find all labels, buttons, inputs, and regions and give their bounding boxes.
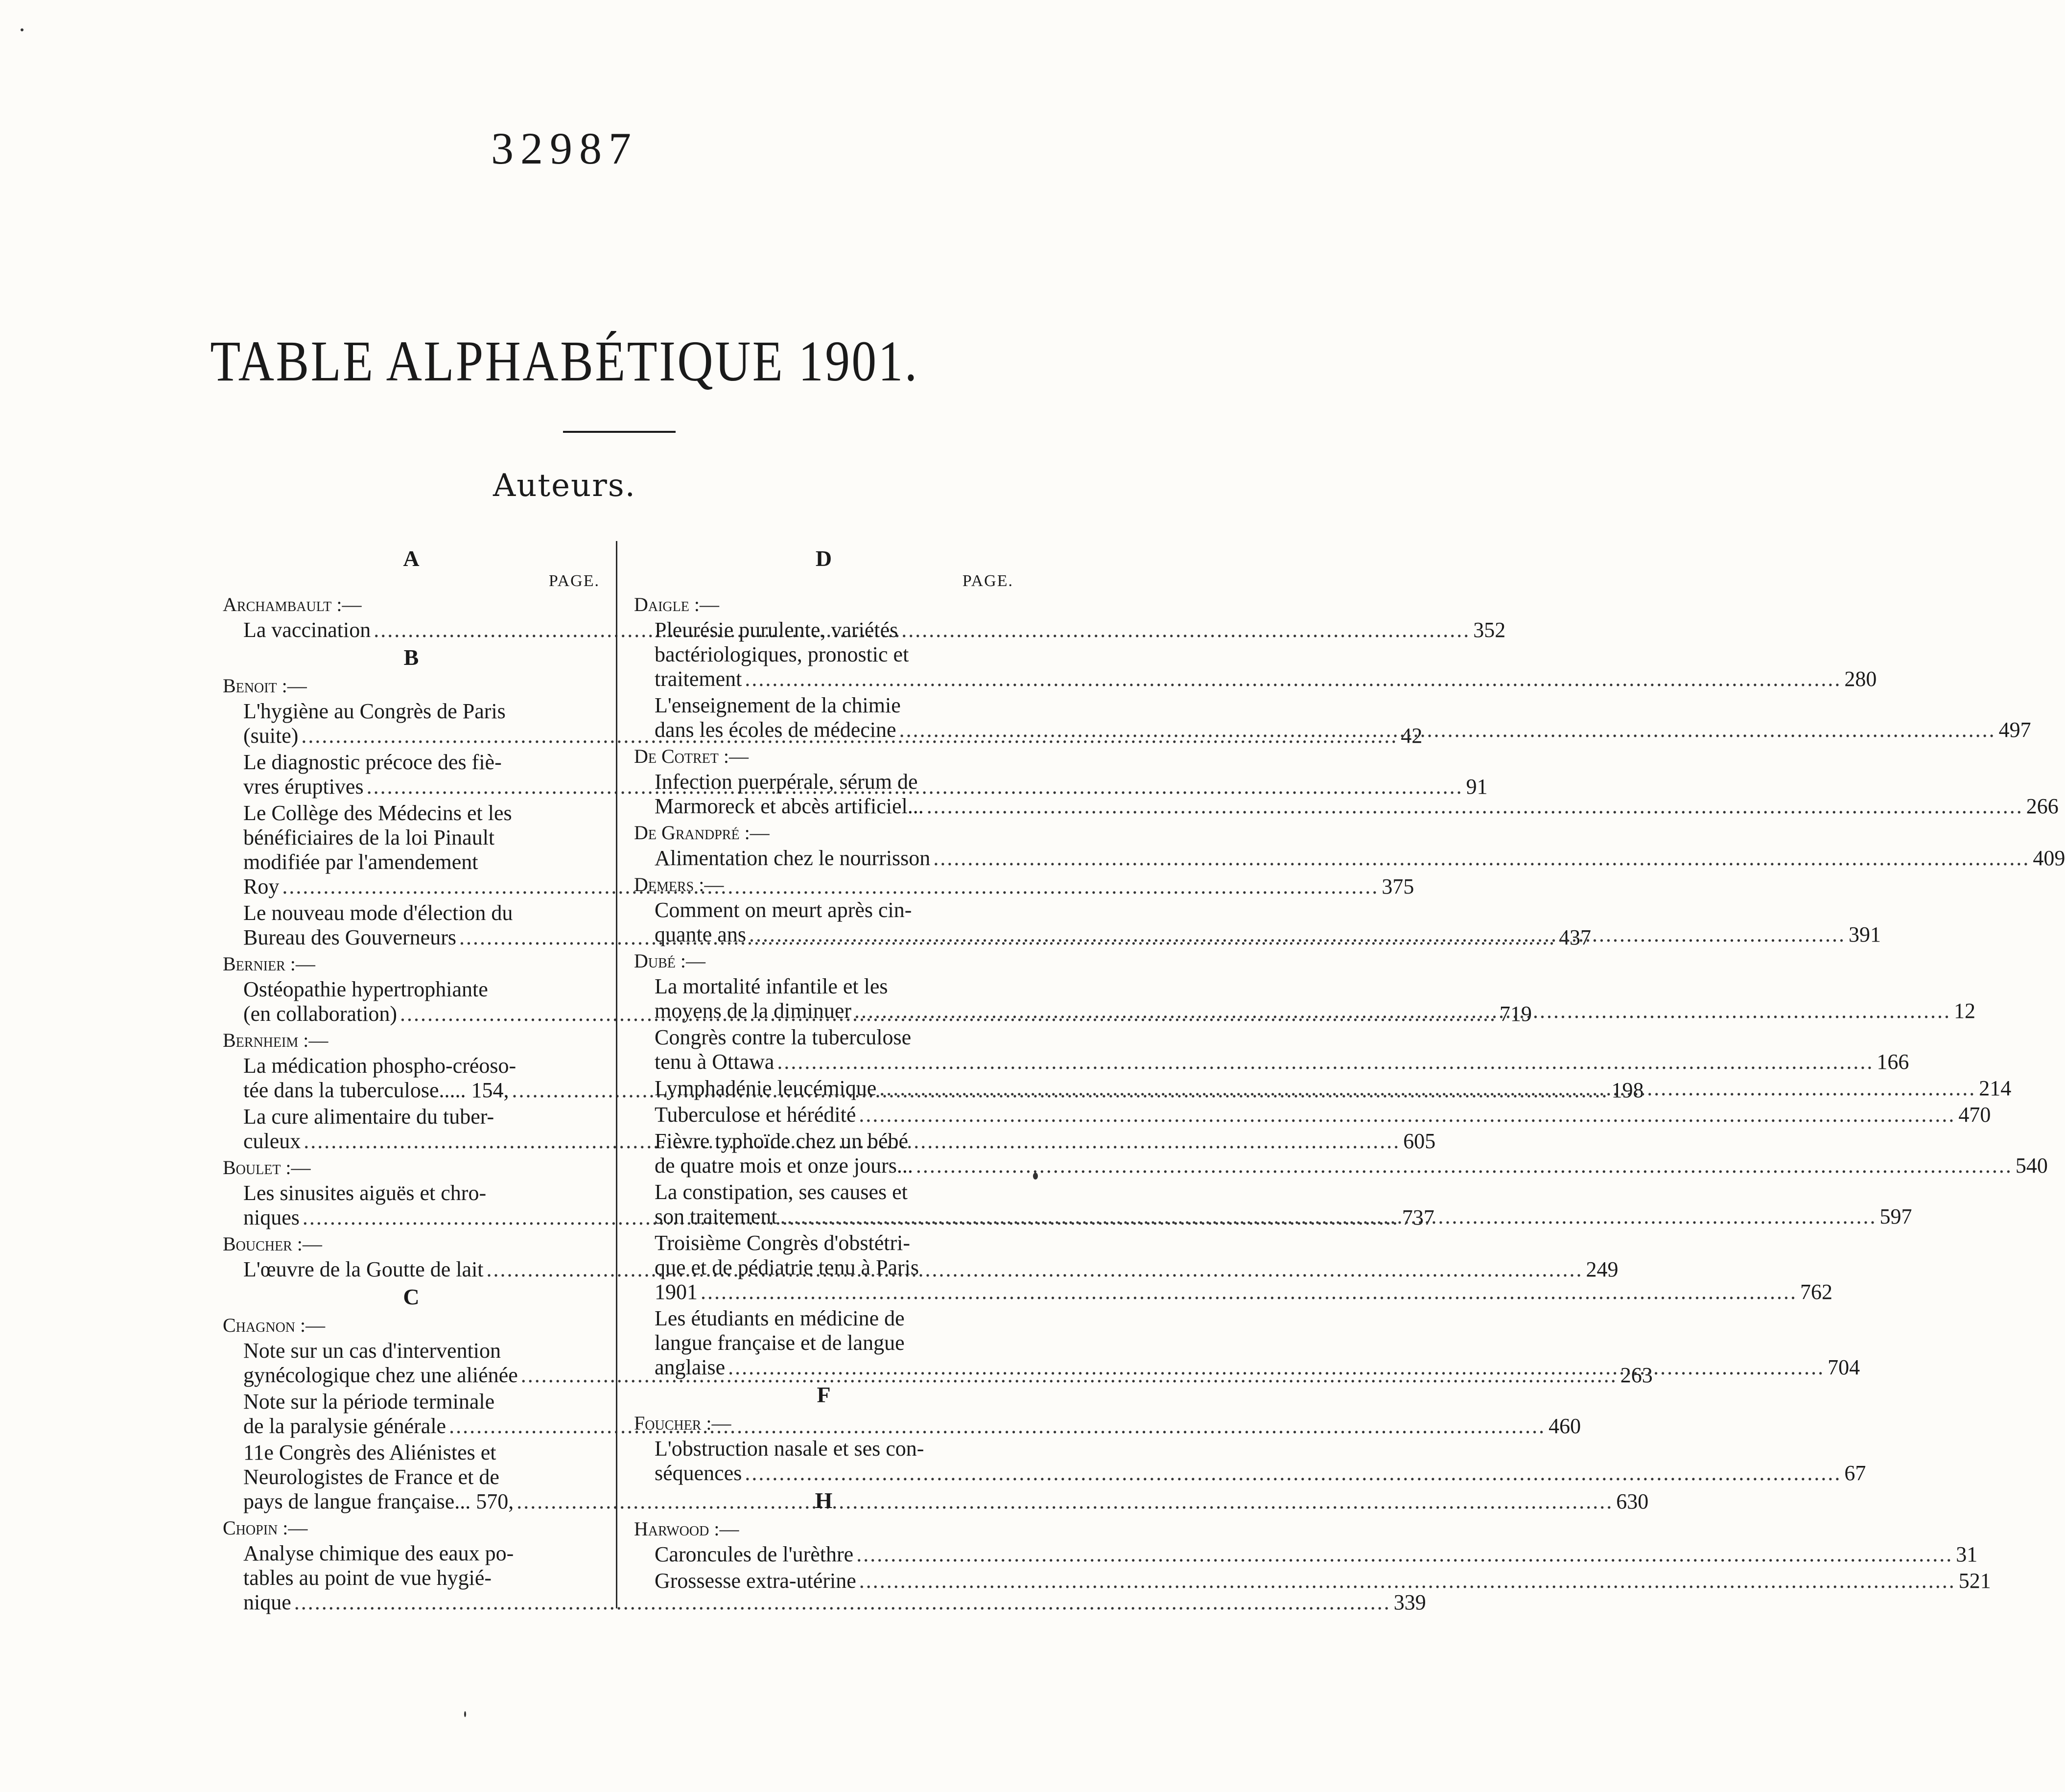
entry-title-line: Pleurésie purulente, variétés	[655, 618, 898, 642]
title-rule	[563, 431, 676, 433]
entry-title-line: L'enseignement de la chimie	[655, 693, 901, 717]
index-letter: F	[817, 1382, 831, 1407]
author-name: Boulet :—	[223, 1156, 311, 1179]
entry-title-line: tables au point de vue hygié-	[243, 1566, 492, 1590]
entry-title-line: Infection puerpérale, sérum de	[655, 770, 918, 794]
entry-title-line: tenu à Ottawa	[655, 1050, 774, 1074]
entry-title-line: Analyse chimique des eaux po-	[243, 1541, 514, 1565]
author-name: Benoit :—	[223, 675, 307, 697]
entry-title-line: son traitement	[655, 1204, 777, 1228]
entry-title-line: La constipation, ses causes et	[655, 1180, 908, 1204]
index-entry	[634, 1569, 1991, 1593]
dot-leader	[899, 718, 1996, 742]
dot-leader	[780, 1204, 1877, 1229]
page-number: 737	[1402, 1205, 1434, 1229]
entry-title-line: Note sur un cas d'intervention	[243, 1339, 501, 1363]
entry-title-line: (en collaboration)	[243, 1002, 397, 1026]
entry-title-line: modifiée par l'amendement	[243, 850, 478, 874]
dot-leader	[701, 1280, 1797, 1304]
author-name: Dubé :—	[634, 950, 705, 972]
entry-last-line	[655, 1542, 1978, 1567]
page-number: 166	[1877, 1050, 1909, 1074]
entry-title-line: Caroncules de l'urèthre	[655, 1542, 854, 1566]
dot-leader	[879, 1076, 1976, 1101]
entry-title-line: 11e Congrès des Aliénistes et	[243, 1440, 496, 1464]
page-number: 352	[1473, 618, 1506, 642]
entry-title-line: anglaise	[655, 1355, 726, 1379]
author-name: De Grandpré :—	[634, 822, 770, 844]
entry-title-line: Le Collège des Médecins et les	[243, 801, 512, 825]
column-divider	[616, 541, 617, 1608]
page-number: 67	[1844, 1461, 1866, 1485]
author-name: Archambault :—	[223, 593, 362, 615]
entry-title-line: vres éruptives	[243, 775, 364, 799]
ink-speck	[1033, 1173, 1038, 1179]
entry-title-line: L'hygiène au Congrès de Paris	[243, 699, 506, 723]
catalog-number: 32987	[491, 123, 638, 173]
entry-title-line: bactériologiques, pronostic et	[655, 642, 909, 666]
entry-title-line: Ostéopathie hypertrophiante	[243, 977, 488, 1001]
entry-last-line	[655, 667, 1877, 691]
entry-title-line: Le diagnostic précoce des fiè-	[243, 750, 502, 774]
entry-title-line: tée dans la tuberculose..... 154,	[243, 1078, 509, 1102]
entry-title-line: 1901	[655, 1280, 698, 1304]
entry-last-line	[243, 1489, 1649, 1514]
entry-title-line: Les sinusites aiguës et chro-	[243, 1181, 487, 1205]
dot-leader	[745, 667, 1841, 691]
entry-title-line: Grossesse extra-utérine	[655, 1569, 856, 1593]
page-column-label: PAGE.	[548, 572, 600, 590]
entry-title-line: La vaccination	[243, 618, 371, 642]
author-name: De Cotret :—	[634, 745, 749, 767]
page-number: 409	[2033, 846, 2065, 870]
entry-title-line: de la paralysie générale	[243, 1414, 446, 1438]
entry-title-line: moyens de la diminuer	[655, 999, 852, 1023]
entry-title-line: La médication phospho-créoso-	[243, 1054, 516, 1078]
entry-title-line: traitement	[655, 667, 742, 691]
entry-title-line: dans les écoles de médecine	[655, 718, 896, 742]
entry-title-line: bénéficiaires de la loi Pinault	[243, 825, 495, 849]
page-number: 719	[1499, 1002, 1532, 1026]
entry-title-line: La cure alimentaire du tuber-	[243, 1105, 494, 1129]
page-number: 214	[1979, 1076, 2012, 1100]
author-name: Demers :—	[634, 873, 724, 896]
page-number: 339	[1393, 1590, 1426, 1614]
entry-title-line: Marmoreck et abcès artificiel...	[655, 794, 924, 818]
page-number: 91	[1466, 775, 1488, 799]
entry-last-line	[655, 1280, 1832, 1304]
entry-last-line	[655, 1050, 1909, 1074]
page-number: 470	[1958, 1103, 1991, 1127]
entry-title-line: de quatre mois et onze jours...	[655, 1154, 913, 1178]
author-name: Foucher :—	[634, 1412, 731, 1434]
dot-leader	[728, 1355, 1825, 1380]
entry-last-line	[655, 1154, 2048, 1178]
index-entry	[634, 1542, 1978, 1567]
entry-title-line: Lymphadénie leucémique	[655, 1076, 877, 1100]
page-number: 198	[1611, 1078, 1644, 1102]
ink-speck	[21, 28, 23, 31]
page-number: 12	[1954, 999, 1976, 1023]
entry-title-line: (suite)	[243, 724, 299, 748]
page-number: 437	[1558, 925, 1591, 949]
page-title: TABLE ALPHABÉTIQUE 1901.	[210, 329, 919, 393]
index-letter: A	[403, 546, 420, 571]
page-number: 31	[1956, 1542, 1978, 1566]
entry-title-line: Le nouveau mode d'élection du	[243, 901, 513, 925]
entry-title-line: séquences	[655, 1461, 742, 1485]
entry-title-line: Troisième Congrès d'obstétri-	[655, 1231, 911, 1255]
dot-leader	[859, 1569, 1956, 1593]
dot-leader	[777, 1050, 1874, 1074]
entry-last-line	[243, 1590, 1426, 1615]
dot-leader	[749, 922, 1846, 947]
entry-title-line: Tuberculose et hérédité	[655, 1103, 856, 1127]
index-entry	[634, 1025, 1909, 1074]
index-entry	[634, 846, 2065, 871]
page-number: 42	[1401, 724, 1423, 748]
dot-leader	[933, 846, 2030, 871]
page-number: 630	[1616, 1489, 1649, 1513]
entry-title-line: Alimentation chez le nourrisson	[655, 846, 931, 870]
entry-title-line: pays de langue française... 570,	[243, 1489, 514, 1513]
entry-title-line: nique	[243, 1590, 291, 1614]
entry-title-line: Fièvre typhoïde chez un bébé	[655, 1129, 909, 1153]
dot-leader	[854, 999, 1951, 1023]
author-name: Bernier :—	[223, 953, 315, 975]
entry-title-line: L'obstruction nasale et ses con-	[655, 1437, 924, 1461]
page-number: 375	[1382, 874, 1414, 898]
index-letter: B	[403, 645, 419, 670]
entry-title-line: Les étudiants en médicine de	[655, 1306, 905, 1330]
entry-title-line: que et de pédiatrie tenu à Paris	[655, 1255, 919, 1279]
entry-last-line	[655, 1569, 1991, 1593]
entry-title-line: L'œuvre de la Goutte de lait	[243, 1257, 484, 1281]
author-name: Bernheim :—	[223, 1029, 329, 1051]
entry-title-line: Neurologistes de France et de	[243, 1465, 499, 1489]
index-letter: H	[815, 1488, 833, 1513]
entry-title-line: gynécologique chez une aliénée	[243, 1363, 518, 1387]
entry-title-line: culeux	[243, 1129, 301, 1153]
page-number: 460	[1549, 1414, 1581, 1438]
author-name: Daigle :—	[634, 593, 719, 615]
entry-title-line: Roy	[243, 874, 280, 898]
dot-leader	[856, 1542, 1953, 1567]
page-number: 605	[1403, 1129, 1436, 1153]
index-letter: C	[403, 1284, 420, 1309]
page-number: 597	[1879, 1204, 1912, 1228]
dot-leader	[859, 1103, 1955, 1127]
entry-title-line: Note sur la période terminale	[243, 1390, 495, 1414]
author-name: Boucher :—	[223, 1233, 322, 1255]
entry-last-line	[655, 1461, 1866, 1485]
page-number: 263	[1620, 1363, 1653, 1387]
page-number: 249	[1586, 1257, 1619, 1281]
page-number: 521	[1958, 1569, 1991, 1593]
author-name: Harwood :—	[634, 1518, 739, 1540]
page-number: 280	[1844, 667, 1877, 691]
entry-title-line: langue française et de langue	[655, 1331, 905, 1355]
index-entry	[634, 1437, 1866, 1485]
entry-title-line: niques	[243, 1205, 300, 1229]
entry-title-line: Congrès contre la tuberculose	[655, 1025, 912, 1049]
index-letter: D	[815, 546, 832, 571]
index-entry	[634, 1103, 1991, 1127]
entry-title-line: La mortalité infantile et les	[655, 974, 888, 998]
page-number: 497	[1998, 718, 2031, 742]
ink-speck	[464, 1711, 466, 1717]
author-name: Chagnon :—	[223, 1314, 326, 1336]
dot-leader	[916, 1154, 2013, 1178]
page-number: 391	[1848, 922, 1881, 946]
entry-last-line	[655, 846, 2065, 871]
page-number: 266	[2026, 794, 2059, 818]
page-number: 704	[1828, 1355, 1860, 1379]
entry-last-line	[655, 794, 2059, 819]
page-number: 762	[1800, 1280, 1832, 1304]
page-number: 540	[2015, 1154, 2048, 1178]
entry-last-line	[655, 1103, 1991, 1127]
page-column-label: PAGE.	[962, 572, 1013, 590]
entry-title-line: Bureau des Gouverneurs	[243, 925, 456, 949]
author-name: Chopin :—	[223, 1517, 308, 1539]
entry-title-line: Comment on meurt après cin-	[655, 898, 912, 922]
entry-title-line: quante ans	[655, 922, 746, 946]
dot-leader	[745, 1461, 1841, 1485]
dot-leader	[927, 794, 2023, 819]
section-title: Auteurs.	[493, 468, 636, 504]
